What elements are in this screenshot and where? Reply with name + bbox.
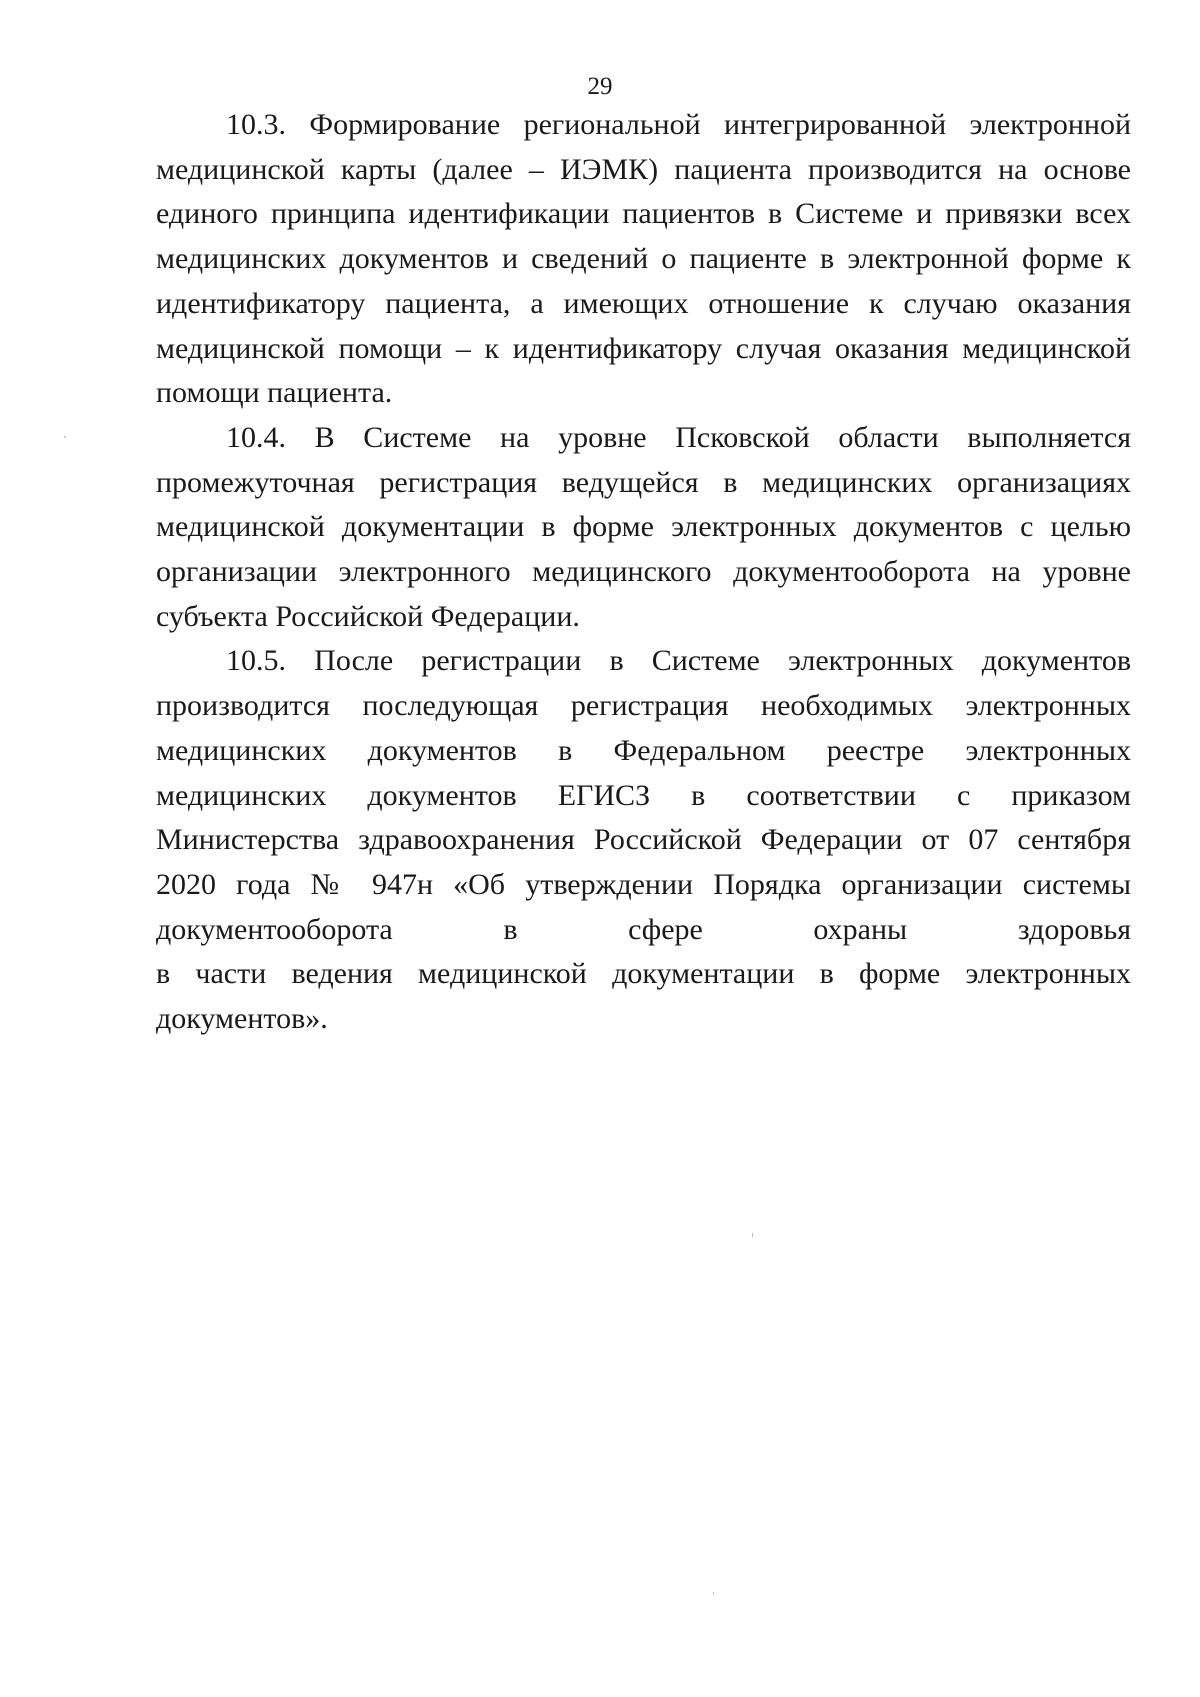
paragraph-10-4: 10.4. В Системе на уровне Псковской области выполняется промежуточная регистрация ведущейся в медицинских организациях медицинской документации в форме электронных документов с целью организации электронного медицинского документооборота на уровне субъекта Российской Федерации. bbox=[156, 420, 1131, 633]
paragraph-10-5 bbox=[156, 639, 1131, 1041]
paragraph-10-5-line: медицинских документов ЕГИСЗ в соответствии с приказом bbox=[156, 778, 1131, 812]
paragraph-10-3: 10.3. Формирование региональной интегрированной электронной медицинской карты (далее – ИЭМК) пациента производится на основе единого принципа идентификации пациентов в Системе и привязки всех медицинских документов и сведений о пациенте в электронной форме к идентификатору пациента, а имеющих отношение к случаю оказания медицинской помощи – к идентификатору случая оказания медицинской помощи пациента. bbox=[156, 108, 1131, 410]
paragraph-10-5-line: документов». bbox=[156, 1002, 328, 1036]
paragraph-10-5-line: 2020 года № 947н «Об утверждении Порядка организации системы bbox=[156, 867, 1131, 901]
paragraph-10-5-line: производится последующая регистрация необходимых электронных bbox=[156, 689, 1131, 723]
scan-speck bbox=[64, 436, 66, 438]
paragraph-10-5-line: 10.5. После регистрации в Системе электронных документов bbox=[226, 644, 1131, 678]
scan-speck bbox=[713, 1592, 714, 1595]
paragraph-10-5-line: медицинских документов в Федеральном реестре электронных bbox=[156, 733, 1131, 767]
scan-speck bbox=[752, 1233, 753, 1237]
page-number: 29 bbox=[587, 73, 613, 100]
paragraph-10-5-line: документооборота в сфере охраны здоровья bbox=[156, 912, 1131, 946]
paragraph-10-5-line: в части ведения медицинской документации в форме электронных bbox=[156, 957, 1131, 991]
paragraph-10-5-line: Министерства здравоохранения Российской Федерации от 07 сентября bbox=[156, 823, 1131, 857]
document-body bbox=[156, 103, 1131, 1042]
